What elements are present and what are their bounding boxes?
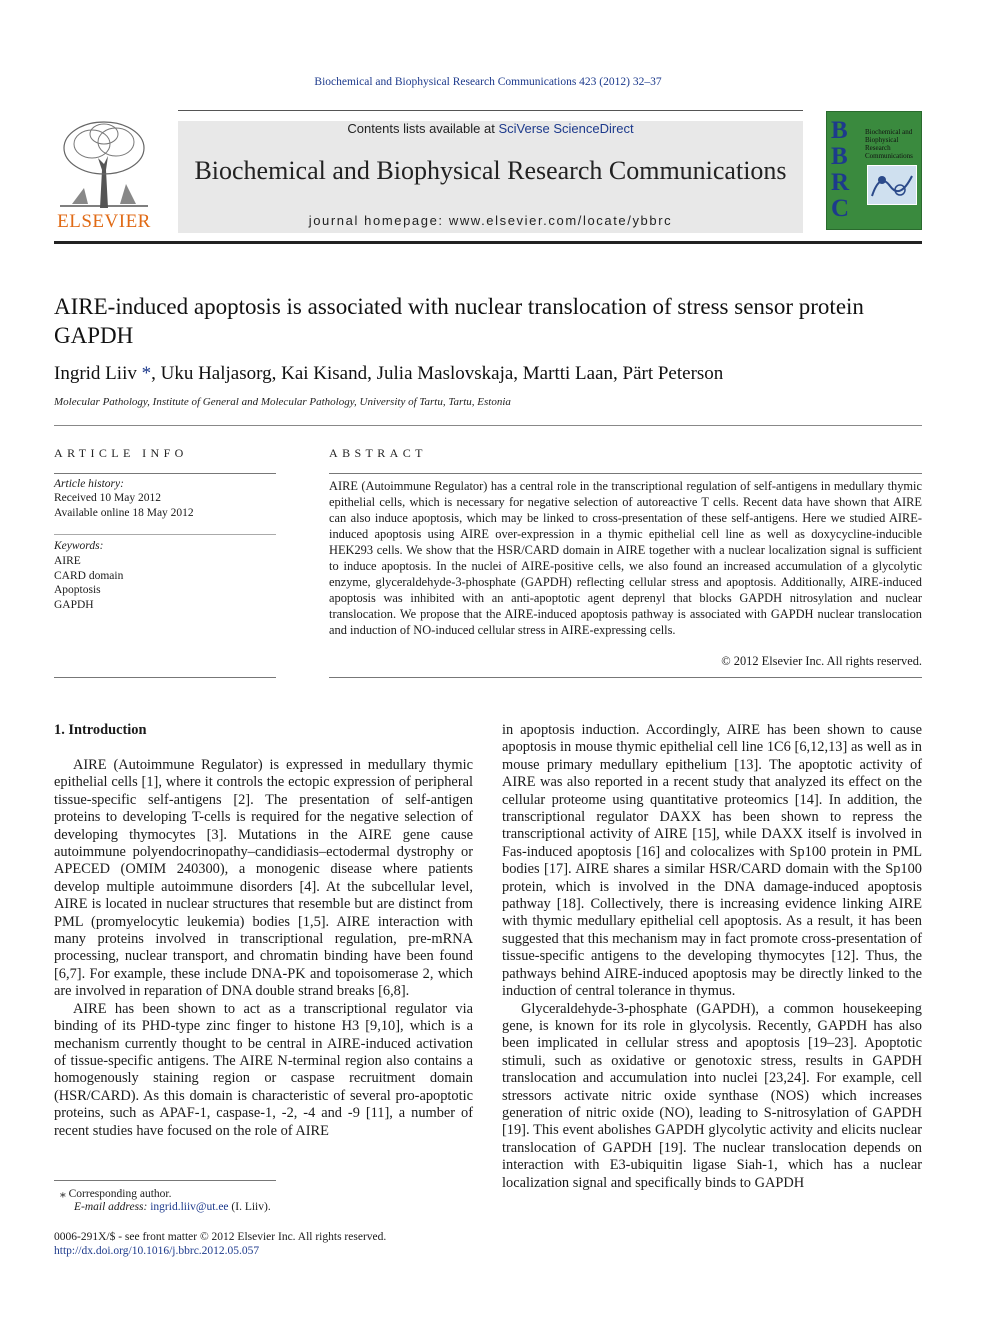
footnote-rule [54,1180,276,1181]
abstract-rule [329,473,922,474]
author-affiliation: Molecular Pathology, Institute of General and Molecular Pathology, University of Tartu, Tartu, Estonia [54,396,511,408]
cover-title: Biochemical and Biophysical Research Communications [865,128,913,160]
keyword: CARD domain [54,569,124,582]
author-list [54,363,914,385]
cover-letter: C [831,195,850,222]
corresponding-author-marker[interactable]: * [136,363,152,384]
received-date: Received 10 May 2012 [54,492,161,504]
body-paragraph: in apoptosis induction. Accordingly, AIRE has been shown to cause apoptosis in mouse thymic epithelial cell line 1C6 [6,12,13] as well as in mouse primary medullary epithelium [13]. The apoptotic activity of AIRE was also reported in a recent study that analyzed its effect on the cellular proteome using quantitative proteomics [14]. In addition, the transcriptional regulator DAXX has been shown to repress the transcriptional activity of AIRE [15], while DAXX itself is involved in Fas-induced apoptosis [16] and colocalizes with Sp100 protein in PML bodies [17]. AIRE shares a similar HSR/CARD domain with the Sp100 protein, which is involved in the DNA damage-induced apoptosis pathway [18]. Collectively, there is increasing evidence linking AIRE with thymic medullary epithelial cell apoptosis. As a result, it has been suggested that this mechanism may in fact promote cross-presentation of tissue-specific antigens to the developing thymocytes [12]. Thus, the pathways behind AIRE-induced apoptosis may be directly linked to the induction of central tolerance in thymus. [502,722,922,1000]
journal-homepage[interactable]: journal homepage: www.elsevier.com/locate/ybbrc [308,213,673,228]
body-paragraph: AIRE has been shown to act as a transcriptional regulator via binding of its PHD-type zinc finger to histone H3 [9,10], which is a mechanism currently thought to be central in AIRE-induced activation of tissue-specific antigens. The AIRE N-terminal region also contains a homogenously staining region or caspase recruitment domain (HSR/CARD). As this domain is characteristic of several pro-apoptotic proteins, such as APAF-1, caspase-1, -2, -4 and -9 [11], a number of recent studies have focused on the role of AIRE [54,1000,473,1139]
journal-title: Biochemical and Biophysical Research Communications [194,156,787,185]
journal-cover-icon [826,111,922,230]
cover-art-icon [867,165,917,205]
keyword: GAPDH [54,598,94,611]
corresponding-author-note: ⁎ Corresponding author. [60,1188,172,1200]
header-thick-rule [54,241,922,244]
abstract-text: AIRE (Autoimmune Regulator) has a central role in the transcriptional regulation of self-antigens in medullary thymic epithelial cells, which is necessary for negative selection of autoreactive T cells. Recent data have shown that AIRE can also induce apoptosis, which may be linked to cross-presentation of these self-antigens. Here we studied AIRE-induced apoptosis using AIRE over-expression in a thymic epithelial cell line as well as doxycycline-inducible HEK293 cells. We show that the HSR/CARD domain in AIRE together with a nuclear localization signal is sufficient to induce apoptosis. In the nuclei of AIRE-positive cells, we also found an increased accumulation of a glycolytic enzyme, glyceraldehyde-3-phosphate (GAPDH) reflecting cellular stress and apoptosis. Additionally, AIRE-induced apoptosis was inhibited with an anti-apoptotic agent deprenyl that blocks GAPDH nitrosylation and nuclear translocation. We propose that the AIRE-induced apoptosis pathway is associated with GAPDH nuclear translocation and induction of NO-induced cellular stress in AIRE-expressing cells. [329,479,922,637]
section-rule [54,425,922,426]
online-date: Available online 18 May 2012 [54,507,194,519]
body-column-left [54,757,473,1140]
section-heading: 1. Introduction [54,722,147,738]
email-link[interactable]: ingrid.liiv@ut.ee [150,1201,229,1213]
keyword: Apoptosis [54,584,101,596]
journal-citation[interactable]: Biochemical and Biophysical Research Communications 423 (2012) 32–37 [314,76,662,88]
cover-letter: B [831,117,848,144]
author-names-rest: , Uku Haljasorg, Kai Kisand, Julia Maslovskaja, Martti Laan, Pärt Peterson [151,363,724,384]
contents-prefix: Contents lists available at [347,121,499,136]
cover-letters [831,118,857,222]
article-info-heading: ARTICLE INFO [54,446,188,460]
abstract-copyright: © 2012 Elsevier Inc. All rights reserved. [721,654,922,668]
abstract-rule [329,677,922,678]
front-matter-note: 0006-291X/$ - see front matter © 2012 Elsevier Inc. All rights reserved. [54,1231,387,1243]
info-rule [54,473,276,474]
email-label: E-mail address: [74,1201,151,1213]
contents-line [178,121,803,136]
doi-link[interactable]: http://dx.doi.org/10.1016/j.bbrc.2012.05.057 [54,1245,260,1257]
keywords-list [54,554,123,612]
keyword: AIRE [54,555,81,567]
info-rule [54,677,276,678]
email-note [74,1201,271,1213]
keywords-label: Keywords: [54,540,104,552]
abstract-heading: ABSTRACT [329,446,427,460]
author-name[interactable]: Ingrid Liiv [54,363,137,384]
email-suffix: (I. Liiv). [228,1201,271,1213]
cover-letter: B [831,143,848,170]
sciencedirect-link[interactable]: SciVerse ScienceDirect [498,121,634,136]
body-paragraph: AIRE (Autoimmune Regulator) is expressed in medullary thymic epithelial cells [1], where it controls the ectopic expression of peripheral tissue-specific self-antigens [2]. The presentation of self-antigen proteins to developing T-cells is required for the negative selection of developing thymocytes [3]. Mutations in the AIRE gene cause autoimmune polyendocrinopathy–candidiasis–ectodermal dystrophy or APECED (OMIM 240300), a monogenic disease where patients develop multiple autoimmune disorders [4]. At the subcellular level, AIRE is located in nuclear structures that resemble but are distinct from PML (promyelocytic leukemia) bodies [1,5]. AIRE interaction with many proteins involved in transcriptional regulation, pre-mRNA processing, nuclear transport, and chromatin binding have been found [6,7]. For example, these include DNA-PK and topoisomerase 2, which are involved in reparation of DNA double strand breaks [6,8]. [54,757,473,1000]
elsevier-wordmark: ELSEVIER [57,211,151,232]
history-label: Article history: [54,478,124,490]
info-rule [54,534,276,535]
cover-letter: R [831,169,850,196]
article-title: AIRE-induced apoptosis is associated with nuclear translocation of stress sensor protein GAPDH [54,294,864,348]
body-column-right [502,722,922,1192]
header-rule [178,110,803,111]
body-paragraph: Glyceraldehyde-3-phosphate (GAPDH), a common housekeeping gene, is known for its role in glycolysis. Recently, GAPDH has also been implicated in cellular stress and apoptosis [19–23]. Apoptotic stimuli, such as oxidative or genotoxic stress, results in GAPDH translocation and accumulation into nuclei [23,24]. For example, cell stressors activate nitric oxide synthase (NOS) which increases generation of nitric oxide (NO), leading to S-nitrosylation of GAPDH [19]. This event abolishes GAPDH glycolytic activity and elicits nuclear translocation of GAPDH [19]. The nuclear translocation depends on interaction with E3-ubiquitin ligase Siah-1, which has a nuclear localization signal and specifically binds to GAPDH [502,1000,922,1191]
